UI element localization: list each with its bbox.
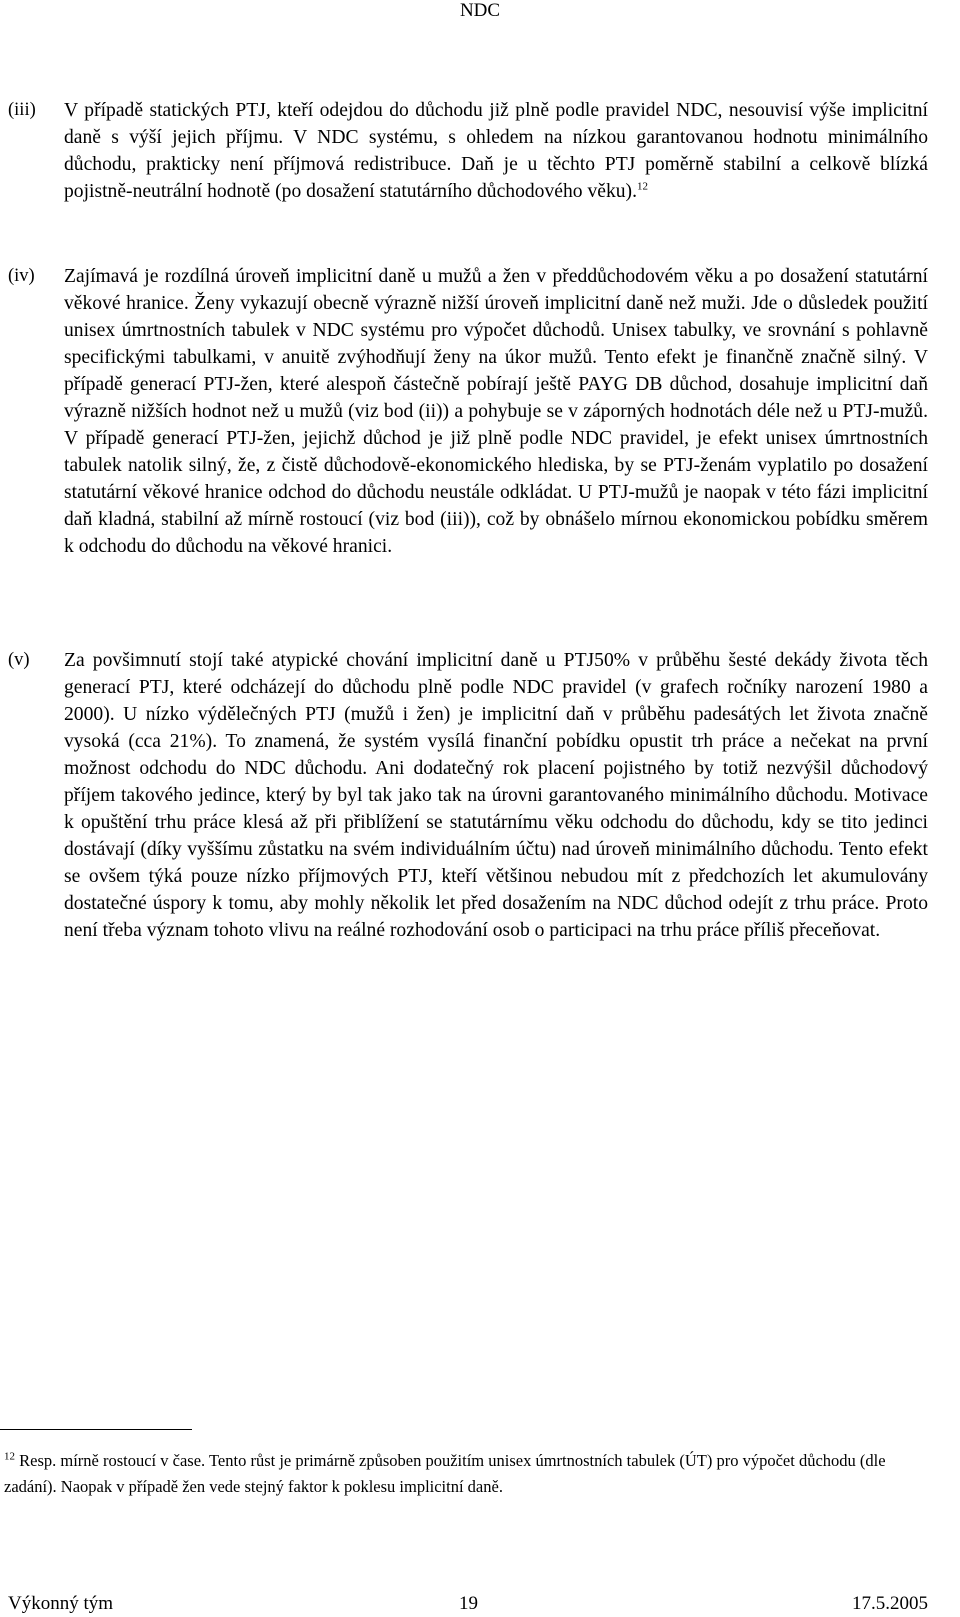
footnote-divider (0, 1429, 192, 1430)
footnote-reference[interactable]: 12 (636, 180, 648, 193)
item-number: (iii) (8, 100, 36, 120)
footnote-number: 12 (4, 1450, 15, 1463)
item-number: (iv) (8, 266, 35, 286)
page-header-title: NDC (459, 0, 501, 21)
page-header (0, 0, 960, 22)
item-text: Za povšimnutí stojí také atypické chování implicitní daně u PTJ50% v průběhu šesté dekády života těch generací PTJ, které odcházejí do důchodu plně podle NDC pravidel (v grafech ročníky narození 1980 a 2000). U nízko výdělečných PTJ (mužů i žen) je implicitní daň v průběhu padesátých let života značně vysoká (cca 21%). To znamená, že systém vysílá finanční pobídku opustit trh práce a nečekat na první možnost odchodu do NDC důchodu. Ani dodatečný rok placení pojistného by totiž nezvýšil důchodový příjem takového jedince, který by byl tak jako tak na úrovni garantovaného minimálního důchodu. Motivace k opuštění trhu práce klesá až při přiblížení se statutárnímu věku odchodu do důchodu, kdy se tito jedinci dostávají (díky vyššímu zůstatku na svém individuálním účtu) nad úroveň minimálního důchodu. Tento efekt se ovšem týká pouze nízko příjmových PTJ, kteří většinou nebudou mít z předchozích let akumulovány dostatečné úspory k tomu, aby mohly několik let před dosažením na NDC důchod odejít z trhu práce. Proto není třeba význam tohoto vlivu na reálné rozhodování osob o participaci na trhu práce příliš přeceňovat. (64, 650, 928, 941)
footer-date: 17.5.2005 (852, 1593, 928, 1614)
item-text: Zajímavá je rozdílná úroveň implicitní daně u mužů a žen v předdůchodovém věku a po dosažení statutární věkové hranice. Ženy vykazují obecně výrazně nižší úroveň implicitní daně než muži. Jde o důsledek použití unisex úmrtnostních tabulek v NDC systému pro výpočet důchodů. Unisex tabulky, ve srovnání s pohlavně specifickými tabulkami, v anuitě zvýhodňují ženy na úkor mužů. Tento efekt je finančně značně silný. V případě generací PTJ-žen, které alespoň částečně pobírají ještě PAYG DB důchod, dosahuje implicitní daň výrazně nižších hodnot než u mužů (viz bod (ii)) a pohybuje se v záporných hodnotách déle než u PTJ-mužů. V případě generací PTJ-žen, jejichž důchod je již plně podle NDC pravidel, je efekt unisex úmrtnostních tabulek natolik silný, že, z čistě důchodově-ekonomického hlediska, by se PTJ-ženám vyplatilo po dosažení statutární věkové hranice odchod do důchodu neustále odkládat. U PTJ-mužů je naopak v této fázi implicitní daň kladná, stabilní až mírně rostoucí (viz bod (iii)), což by obnášelo mírnou ekonomickou pobídku směrem k odchodu do důchodu na věkové hranici. (64, 266, 928, 557)
page-footer (0, 1591, 960, 1617)
item-paragraph (64, 263, 928, 560)
item-text: V případě statických PTJ, kteří odejdou do důchodu již plně podle pravidel NDC, nesouvisí výše implicitní daně s výší jejich příjmu. V NDC systému, s ohledem na nízkou garantovanou hodnotu minimálního důchodu, prakticky není příjmová redistribuce. Daň je u těchto PTJ poměrně stabilní a celkově blízká pojistně-neutrální hodnotě (po dosažení statutárního důchodového věku). (64, 100, 928, 202)
footer-author: Výkonný tým (8, 1593, 114, 1614)
footnote (4, 1448, 924, 1500)
item-paragraph (64, 647, 928, 944)
item-paragraph (64, 97, 928, 205)
footer-page-number: 19 (459, 1593, 478, 1614)
item-number: (v) (8, 650, 30, 670)
footnote-text: Resp. mírně rostoucí v čase. Tento růst je primárně způsoben použitím unisex úmrtnostních tabulek (ÚT) pro výpočet důchodu (dle zadání). Naopak v případě žen vede stejný faktor k poklesu implicitní daně. (4, 1451, 886, 1496)
